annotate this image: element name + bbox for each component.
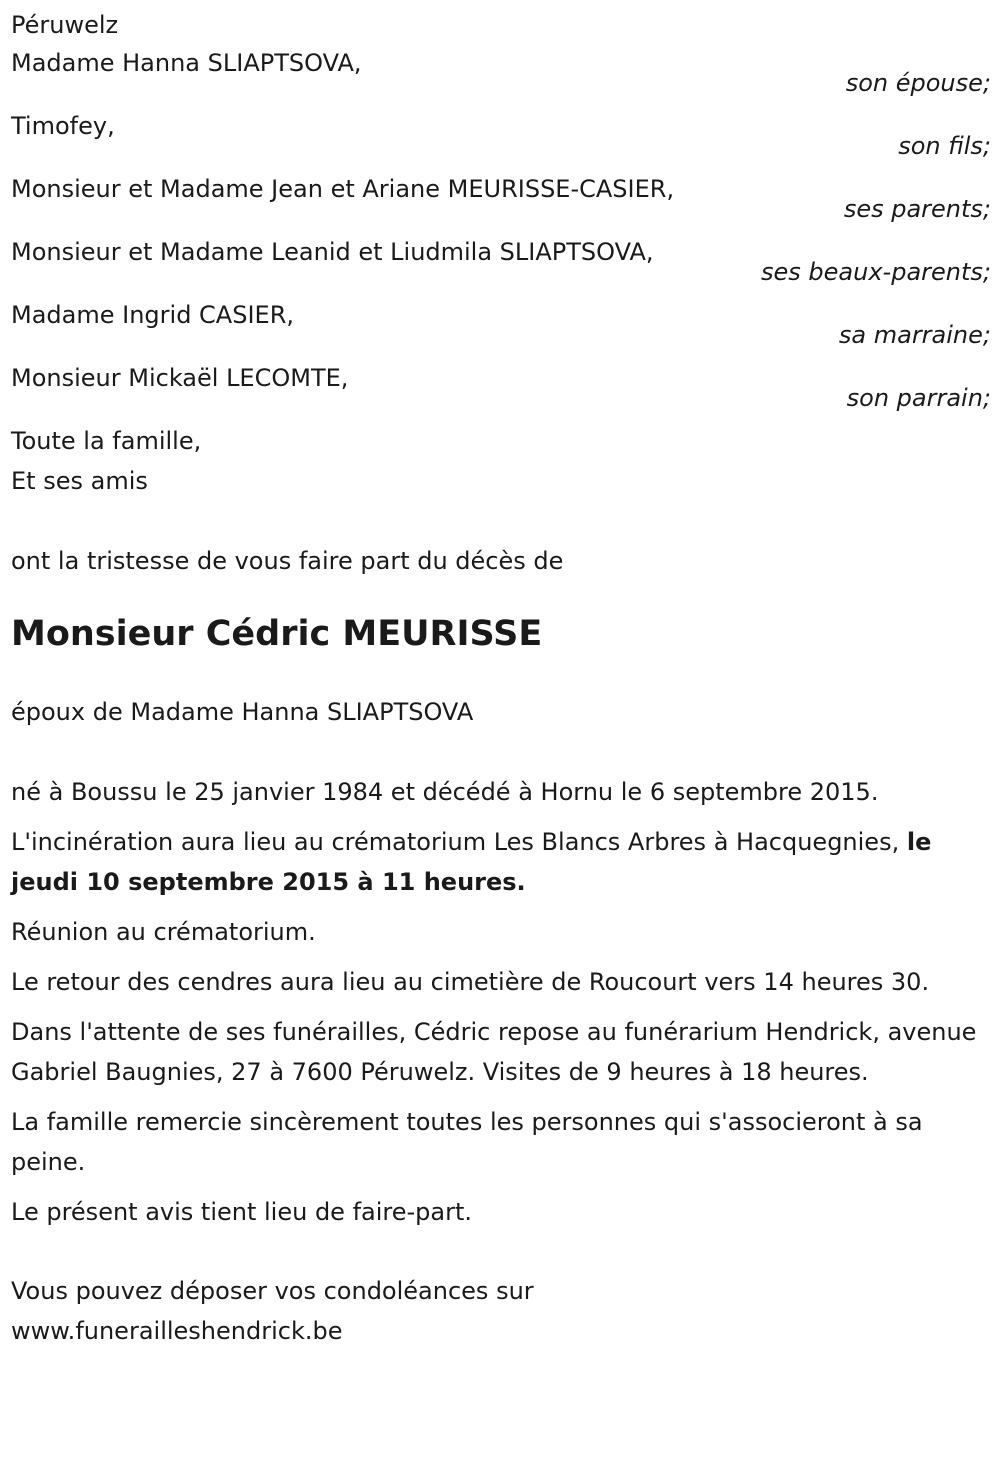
- family-member-relation: son fils;: [898, 132, 991, 160]
- birth-death: né à Boussu le 25 janvier 1984 et décédé à Hornu le 6 septembre 2015.: [11, 778, 879, 806]
- spouse-line: époux de Madame Hanna SLIAPTSOVA: [11, 698, 474, 726]
- friends: Et ses amis: [11, 467, 148, 495]
- family-member-relation: son épouse;: [845, 69, 991, 97]
- family-member-name: Madame Ingrid CASIER,: [11, 301, 295, 329]
- rest-info: Dans l'attente de ses funérailles, Cédric repose au funérarium Hendrick, avenue Gabriel Baugnies, 27 à 7600 Péruwelz. Visites de 9 heures à 18 heures.: [11, 1018, 977, 1086]
- family-entry: [11, 169, 991, 232]
- condolences-link[interactable]: www.funerailleshendrick.be: [11, 1317, 343, 1345]
- cremation-text: L'incinération aura lieu au crématorium Les Blancs Arbres à Hacquegnies,: [11, 828, 900, 856]
- family-member-name: Timofey,: [11, 112, 115, 140]
- deceased-name: Monsieur Cédric MEURISSE: [11, 614, 543, 654]
- family-entry: [11, 232, 991, 295]
- obituary-notice: [11, 5, 991, 1351]
- cremation-info: [11, 822, 991, 902]
- family-member-relation: son parrain;: [846, 384, 991, 412]
- condolences: [11, 1271, 991, 1351]
- family-member-relation: ses beaux-parents;: [761, 258, 991, 286]
- thanks: La famille remercie sincèrement toutes les personnes qui s'associeront à sa peine.: [11, 1108, 923, 1176]
- family-entry: [11, 106, 991, 169]
- family-entry: [11, 43, 991, 106]
- family-entry: [11, 295, 991, 358]
- cremation-datetime: le jeudi 10 septembre 2015 à 11 heures.: [11, 828, 932, 896]
- condolences-text: Vous pouvez déposer vos condoléances sur: [11, 1277, 534, 1305]
- family-entry: [11, 358, 991, 421]
- family-list: [11, 43, 991, 421]
- family-member-name: Monsieur et Madame Leanid et Liudmila SLIAPTSOVA,: [11, 238, 654, 266]
- family-member-name: Monsieur Mickaël LECOMTE,: [11, 364, 349, 392]
- notice: Le présent avis tient lieu de faire-part.: [11, 1198, 473, 1226]
- family-member-relation: ses parents;: [843, 195, 991, 223]
- family-all: Toute la famille,: [11, 427, 202, 455]
- ashes-return: Le retour des cendres aura lieu au cimetière de Roucourt vers 14 heures 30.: [11, 968, 930, 996]
- family-member-relation: sa marraine;: [838, 321, 991, 349]
- family-member-name: Madame Hanna SLIAPTSOVA,: [11, 49, 362, 77]
- location: Péruwelz: [11, 11, 119, 39]
- reunion: Réunion au crématorium.: [11, 918, 316, 946]
- family-member-name: Monsieur et Madame Jean et Ariane MEURISSE-CASIER,: [11, 175, 675, 203]
- announcement: ont la tristesse de vous faire part du décès de: [11, 547, 564, 575]
